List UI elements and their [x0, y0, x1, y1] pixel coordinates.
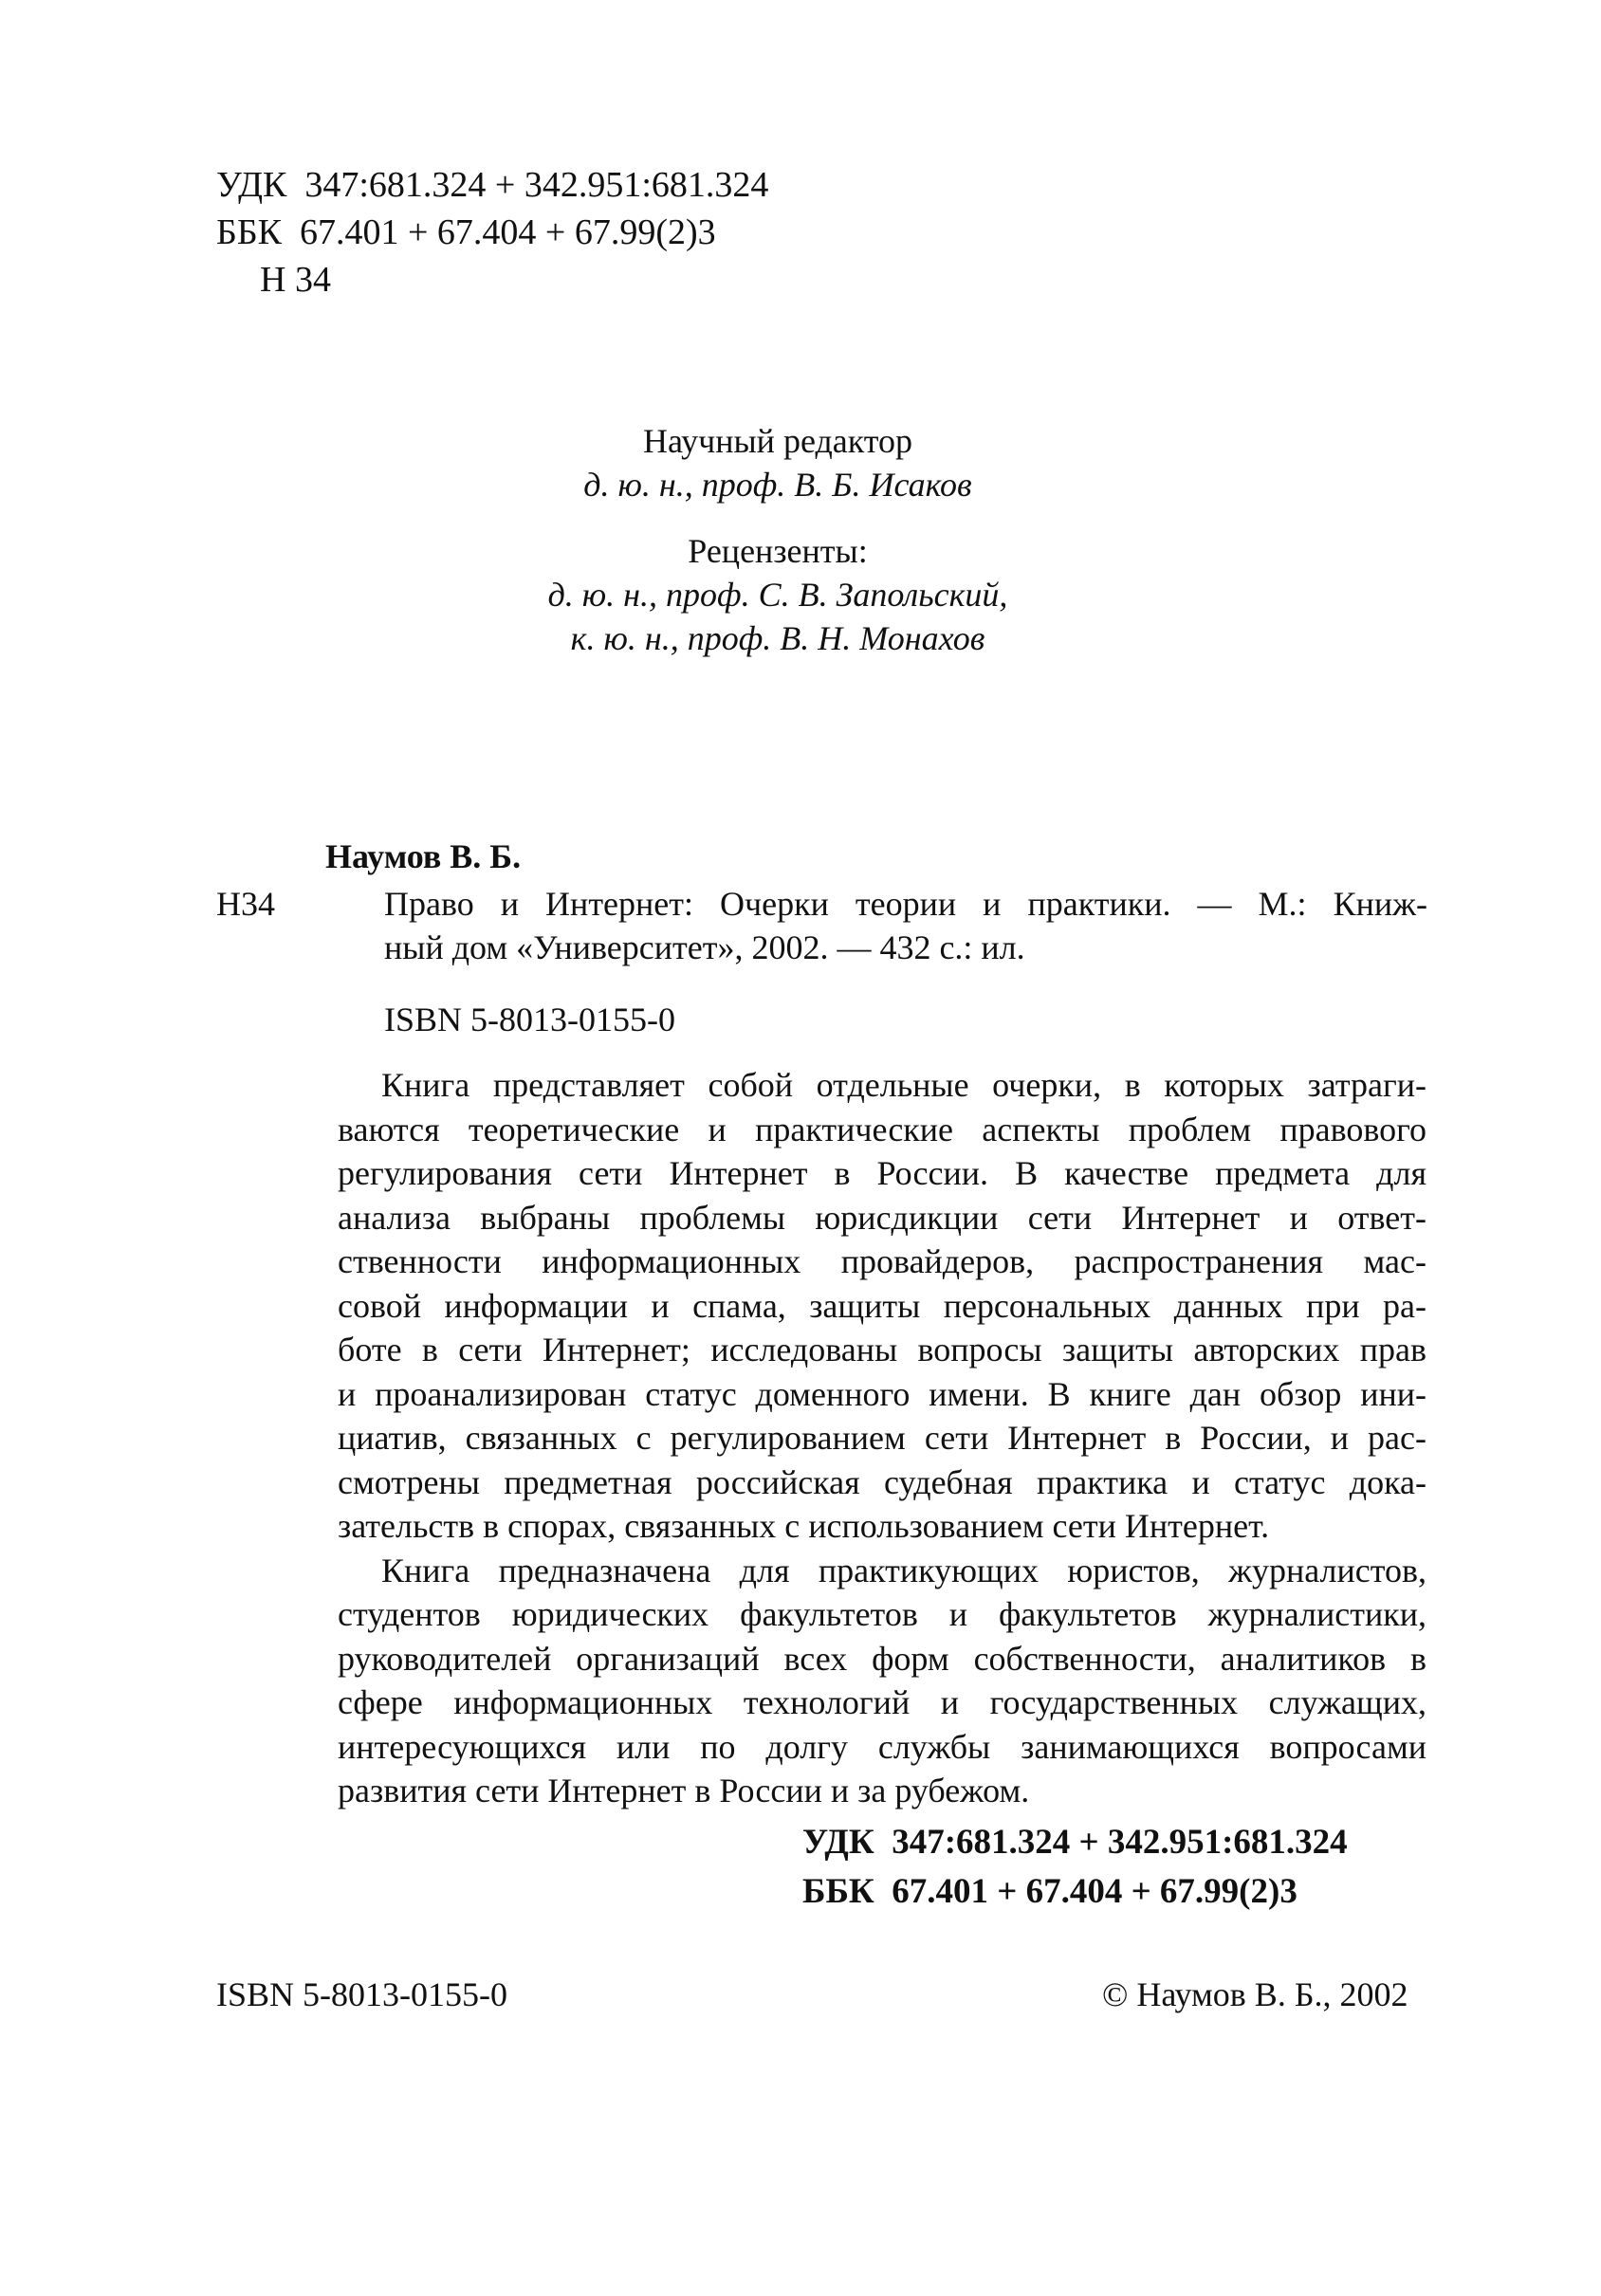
- reviewers-label: Рецензенты:: [688, 532, 868, 570]
- bottom-bbk-line: [802, 1867, 1348, 1917]
- annotation-line: развития сети Интернет в России и за рубежом.: [338, 1772, 1030, 1809]
- bottom-bbk-label: ББК: [802, 1872, 874, 1911]
- bottom-udk-label: УДК: [802, 1823, 874, 1862]
- annotation-line: студентов юридических факультетов и факультетов журналистики,: [338, 1595, 1426, 1633]
- annotation-line: и проанализирован статус доменного имени. В книге дан обзор ини-: [338, 1374, 1426, 1413]
- annotation-paragraph-2: [338, 1549, 1426, 1813]
- top-bbk-line: [216, 211, 768, 258]
- annotation-line: руководителей организаций всех форм собственности, аналитиков в: [338, 1639, 1426, 1678]
- annotation-line: регулирования сети Интернет в России. В качестве предмета для: [338, 1154, 1426, 1192]
- record-title-line-1: Право и Интернет: Очерки теории и практики. — М.: Книж-: [384, 885, 1427, 923]
- scientific-editor-name: д. ю. н., проф. В. Б. Исаков: [583, 466, 972, 504]
- top-bbk-label: ББК: [216, 212, 282, 252]
- top-udk-line: [216, 163, 768, 211]
- reviewer-2: к. ю. н., проф. В. Н. Монахов: [570, 619, 985, 657]
- annotation-line: совой информации и спама, защиты персональных данных при ра-: [338, 1286, 1426, 1325]
- top-bbk-value: 67.401 + 67.404 + 67.99(2)3: [300, 212, 716, 252]
- editors-block: [531, 419, 1024, 660]
- record-author: Наумов В. Б.: [325, 837, 522, 875]
- annotation-line: ваются теоретические и практические аспекты проблем правового: [338, 1110, 1426, 1148]
- top-classification-block: [216, 163, 768, 305]
- annotation-line: зательств в спорах, связанных с использованием сети Интернет.: [338, 1507, 1270, 1545]
- annotation: [338, 1063, 1426, 1813]
- annotation-paragraph-1: [338, 1063, 1426, 1549]
- record-isbn: ISBN 5-8013-0155-0: [384, 1001, 675, 1038]
- annotation-line: циатив, связанных с регулированием сети Интернет в России, и рас-: [338, 1419, 1426, 1457]
- record-code: Н34: [216, 885, 275, 923]
- top-udk-value: 347:681.324 + 342.951:681.324: [304, 165, 769, 205]
- record-title: [384, 882, 1427, 969]
- annotation-line: анализа выбраны проблемы юрисдикции сети Интернет и ответ-: [338, 1198, 1426, 1237]
- bottom-udk-value: 347:681.324 + 342.951:681.324: [892, 1823, 1348, 1862]
- bottom-udk-line: [802, 1818, 1348, 1867]
- record-title-line-2: ный дом «Университет», 2002. — 432 с.: ил.: [384, 928, 1025, 966]
- top-udk-label: УДК: [216, 165, 287, 205]
- footer-isbn: ISBN 5-8013-0155-0: [216, 1975, 507, 2013]
- annotation-line: Книга предназначена для практикующих юристов, журналистов,: [381, 1551, 1426, 1589]
- footer-copyright: © Наумов В. Б., 2002: [1102, 1975, 1408, 2013]
- annotation-line: Книга представляет собой отдельные очерки, в которых затраги-: [381, 1066, 1426, 1104]
- annotation-line: смотрены предметная российская судебная практика и статус дока-: [338, 1462, 1426, 1501]
- top-author-code: Н 34: [260, 260, 331, 300]
- annotation-line: интересующихся или по долгу службы занимающихся вопросами: [338, 1727, 1426, 1766]
- bottom-bbk-value: 67.401 + 67.404 + 67.99(2)3: [892, 1872, 1297, 1911]
- bottom-classification-block: [802, 1818, 1348, 1917]
- annotation-line: боте в сети Интернет; исследованы вопросы защиты авторских прав: [338, 1331, 1426, 1368]
- annotation-line: ственности информационных провайдеров, распространения мас-: [338, 1242, 1426, 1280]
- reviewer-1: д. ю. н., проф. С. В. Запольский,: [547, 576, 1008, 614]
- scientific-editor-label: Научный редактор: [642, 422, 913, 460]
- annotation-line: сфере информационных технологий и государственных служащих,: [338, 1683, 1426, 1721]
